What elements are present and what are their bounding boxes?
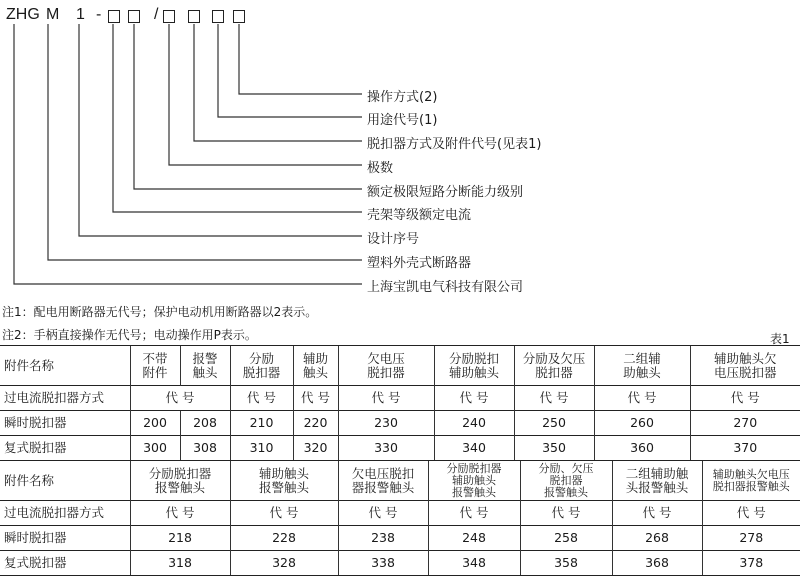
table-cell: 368 (612, 551, 702, 576)
legend-product-type: 塑料外壳式断路器 (367, 256, 472, 271)
model-slash: / (154, 6, 159, 23)
table-cell: 328 (230, 551, 338, 576)
note-2: 注2：手柄直接操作无代号；电动操作用P表示。 (2, 328, 257, 342)
table2-code-label: 代 号 (612, 501, 702, 526)
table-cell: 360 (594, 436, 690, 461)
table-cell: 240 (434, 411, 514, 436)
table-cell: 320 (293, 436, 338, 461)
model-dash: - (96, 6, 102, 23)
model-m: M (46, 6, 60, 23)
model-one: 1 (76, 6, 85, 23)
table2-code-label: 代 号 (520, 501, 612, 526)
table1-code-label: 代 号 (594, 386, 690, 411)
table-cell: 218 (130, 526, 230, 551)
table1-code-label: 代 号 (230, 386, 293, 411)
table2-header-cell: 分励脱扣器 报警触头 (130, 461, 230, 501)
table2-code-row (0, 501, 800, 526)
table-cell: 330 (338, 436, 434, 461)
legend-frame-current: 壳架等级额定电流 (367, 208, 472, 223)
table1-header-cell: 分励及欠压 脱扣器 (514, 346, 594, 386)
table-cell: 338 (338, 551, 428, 576)
table2-header-cell: 分励脱扣器 辅助触头 报警触头 (428, 461, 520, 501)
table1-row-compound (0, 436, 800, 461)
table-cell: 370 (690, 436, 800, 461)
table-row-label: 复式脱扣器 (0, 551, 130, 576)
table-cell: 310 (230, 436, 293, 461)
legend-company: 上海宝凯电气科技有限公司 (367, 280, 524, 295)
table-cell: 358 (520, 551, 612, 576)
table-cell: 270 (690, 411, 800, 436)
table2-code-label: 代 号 (338, 501, 428, 526)
table1-header-cell: 不带 附件 (130, 346, 180, 386)
table1-code-label: 代 号 (293, 386, 338, 411)
table2-header-cell: 欠电压脱扣 器报警触头 (338, 461, 428, 501)
table1-code-label: 代 号 (130, 386, 230, 411)
table-cell: 260 (594, 411, 690, 436)
table2-header-cell: 辅助触头 报警触头 (230, 461, 338, 501)
table-row-label: 瞬时脱扣器 (0, 526, 130, 551)
table-cell: 348 (428, 551, 520, 576)
table1-header-cell: 欠电压 脱扣器 (338, 346, 434, 386)
table-cell: 350 (514, 436, 594, 461)
table2-header-cell: 二组辅助触 头报警触头 (612, 461, 702, 501)
table-cell: 250 (514, 411, 594, 436)
table-row-label: 复式脱扣器 (0, 436, 130, 461)
table1-code-label: 代 号 (514, 386, 594, 411)
legend-poles: 极数 (367, 161, 394, 176)
legend-design-number: 设计序号 (367, 232, 420, 247)
table-cell: 210 (230, 411, 293, 436)
legend-release-mode: 脱扣器方式及附件代号(见表1) (367, 137, 542, 152)
table1-header-cell: 辅助触头欠 电压脱扣器 (690, 346, 800, 386)
table2-code-label: 代 号 (230, 501, 338, 526)
table1-code-label: 代 号 (338, 386, 434, 411)
table2-header-cell: 分励、欠压 脱扣器 报警触头 (520, 461, 612, 501)
table1-mode-label: 过电流脱扣器方式 (0, 386, 130, 411)
table-cell: 268 (612, 526, 702, 551)
table1-header-cell: 分励 脱扣器 (230, 346, 293, 386)
table2-code-label: 代 号 (702, 501, 800, 526)
table1-header-row (0, 346, 800, 386)
table2-header-row (0, 461, 800, 501)
legend-breaking-capacity: 额定极限短路分断能力级别 (367, 185, 524, 200)
table2-code-label: 代 号 (428, 501, 520, 526)
table1-header-cell: 二组辅 助触头 (594, 346, 690, 386)
table1-code-row (0, 386, 800, 411)
accessory-code-table-1 (0, 345, 800, 460)
table2-code-label: 代 号 (130, 501, 230, 526)
note-1: 注1：配电用断路器无代号；保护电动机用断路器以2表示。 (2, 305, 318, 319)
table1-row-instant (0, 411, 800, 436)
legend-operation-mode: 操作方式(2) (367, 90, 438, 105)
table-label: 表1 (770, 332, 790, 346)
table-cell: 200 (130, 411, 180, 436)
table-cell: 238 (338, 526, 428, 551)
table1-code-label: 代 号 (434, 386, 514, 411)
table-cell: 230 (338, 411, 434, 436)
table1-code-label: 代 号 (690, 386, 800, 411)
accessory-code-table-2 (0, 460, 800, 576)
table1-header-cell: 分励脱扣 辅助触头 (434, 346, 514, 386)
table-cell: 278 (702, 526, 800, 551)
table-cell: 300 (130, 436, 180, 461)
table1-header-cell: 辅助 触头 (293, 346, 338, 386)
table-cell: 258 (520, 526, 612, 551)
table-cell: 228 (230, 526, 338, 551)
table2-row-instant (0, 526, 800, 551)
table2-mode-label: 过电流脱扣器方式 (0, 501, 130, 526)
table-cell: 208 (180, 411, 230, 436)
table1-header-label: 附件名称 (0, 346, 130, 386)
table1-header-cell: 报警 触头 (180, 346, 230, 386)
table-cell: 318 (130, 551, 230, 576)
table-cell: 220 (293, 411, 338, 436)
table-cell: 378 (702, 551, 800, 576)
table-cell: 340 (434, 436, 514, 461)
table2-header-cell: 辅助触头欠电压 脱扣器报警触头 (702, 461, 800, 501)
table-row-label: 瞬时脱扣器 (0, 411, 130, 436)
legend-usage-code: 用途代号(1) (367, 113, 438, 128)
table2-header-label: 附件名称 (0, 461, 130, 501)
model-prefix: ZHG (6, 6, 40, 23)
table-cell: 248 (428, 526, 520, 551)
table-cell: 308 (180, 436, 230, 461)
